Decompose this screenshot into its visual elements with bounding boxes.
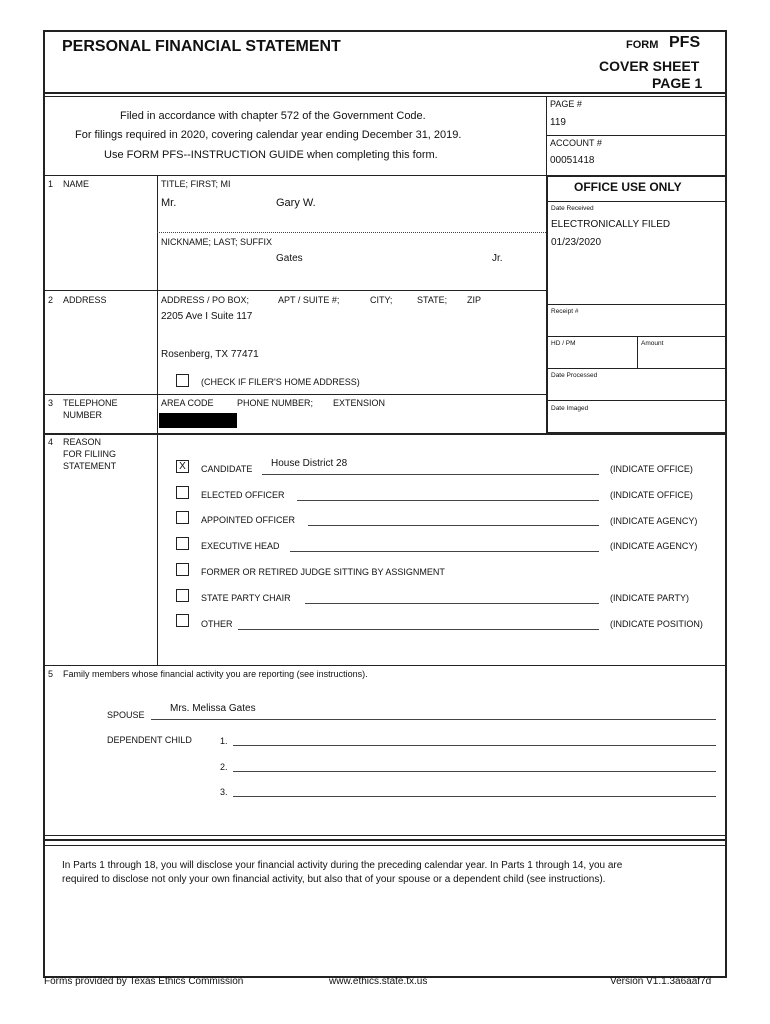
footer-provider: Forms provided by Texas Ethics Commission (44, 976, 244, 987)
elected-officer-label: ELECTED OFFICER (201, 490, 285, 500)
appointed-officer-checkbox[interactable] (176, 511, 189, 524)
candidate-checkbox[interactable]: X (176, 460, 189, 473)
family-section-number: 5 (48, 669, 54, 679)
divider (43, 835, 727, 836)
reason-section-label: REASON (63, 437, 102, 447)
divider (43, 394, 546, 395)
appointed-officer-line (308, 525, 599, 526)
name-first: Gary W. (276, 197, 316, 209)
child-1-number: 1. (220, 736, 228, 746)
divider (43, 96, 727, 97)
divider (43, 433, 727, 435)
address-line-1: 2205 Ave I Suite 117 (161, 311, 253, 322)
state-party-chair-label: STATE PARTY CHAIR (201, 593, 291, 603)
divider (546, 135, 727, 136)
divider (546, 368, 727, 369)
reason-section-label-2: FOR FILIING (63, 449, 117, 459)
form-code: PFS (669, 34, 701, 51)
filing-status: ELECTRONICALLY FILED (551, 219, 671, 230)
name-title: Mr. (161, 197, 177, 209)
intro-line-2: For filings required in 2020, covering calendar year ending December 31, 2019. (75, 129, 462, 141)
child-1-line (233, 745, 716, 746)
intro-line-1: Filed in accordance with chapter 572 of the Government Code. (120, 110, 426, 122)
elected-officer-hint: (INDICATE OFFICE) (610, 490, 693, 500)
home-address-checkbox[interactable] (176, 374, 189, 387)
state-party-chair-checkbox[interactable] (176, 589, 189, 602)
telephone-section-number: 3 (48, 398, 54, 408)
area-code-label: AREA CODE (161, 398, 214, 408)
state-party-chair-hint: (INDICATE PARTY) (610, 593, 690, 603)
divider (43, 290, 546, 291)
divider (546, 304, 727, 305)
address-col-address: ADDRESS / PO BOX; (161, 295, 250, 305)
telephone-section-label: TELEPHONE (63, 398, 118, 408)
child-3-line (233, 796, 716, 797)
page-label: PAGE 1 (652, 75, 703, 91)
address-col-state: STATE; (417, 295, 448, 305)
executive-head-line (290, 551, 599, 552)
name-last: Gates (276, 253, 303, 264)
page-number-value: 119 (550, 117, 566, 128)
executive-head-hint: (INDICATE AGENCY) (610, 541, 698, 551)
divider (546, 400, 727, 401)
page-number-label: PAGE # (550, 99, 582, 109)
address-section-label: ADDRESS (63, 295, 107, 305)
spouse-label: SPOUSE (107, 710, 145, 720)
candidate-line (262, 474, 599, 475)
divider (546, 96, 547, 176)
divider (43, 839, 727, 841)
reason-section-number: 4 (48, 437, 54, 447)
elected-officer-checkbox[interactable] (176, 486, 189, 499)
form-title: PERSONAL FINANCIAL STATEMENT (62, 38, 341, 55)
other-checkbox[interactable] (176, 614, 189, 627)
elected-officer-line (297, 500, 599, 501)
office-use-title: OFFICE USE ONLY (574, 180, 682, 194)
nickname-last-suffix-label: NICKNAME; LAST; SUFFIX (161, 237, 273, 247)
extension-label: EXTENSION (333, 398, 386, 408)
other-line (238, 629, 599, 630)
account-value: 00051418 (550, 155, 595, 166)
divider (546, 201, 727, 202)
account-label: ACCOUNT # (550, 138, 602, 148)
spouse-line (151, 719, 716, 720)
name-section-label: NAME (63, 179, 90, 189)
intro-line-3: Use FORM PFS--INSTRUCTION GUIDE when completing this form. (104, 149, 438, 161)
divider (43, 665, 727, 666)
address-section-number: 2 (48, 295, 54, 305)
notice-line-1: In Parts 1 through 18, you will disclose your financial activity during the preceding calendar year. In Parts 1 through 14, you are (62, 860, 623, 871)
candidate-label: CANDIDATE (201, 464, 253, 474)
redacted-phone-number (159, 413, 237, 428)
divider (43, 845, 727, 846)
state-party-chair-line (305, 603, 599, 604)
name-section-number: 1 (48, 179, 54, 189)
family-section-label: Family members whose financial activity you are reporting (see instructions). (63, 669, 368, 679)
cover-sheet-label: COVER SHEET (599, 58, 700, 74)
home-address-check-label: (CHECK IF FILER'S HOME ADDRESS) (201, 377, 360, 387)
former-judge-checkbox[interactable] (176, 563, 189, 576)
other-label: OTHER (201, 619, 233, 629)
other-hint: (INDICATE POSITION) (610, 619, 703, 629)
phone-number-label: PHONE NUMBER; (237, 398, 314, 408)
former-judge-label: FORMER OR RETIRED JUDGE SITTING BY ASSIGNMENT (201, 567, 445, 577)
candidate-hint: (INDICATE OFFICE) (610, 464, 693, 474)
filing-date: 01/23/2020 (551, 237, 602, 248)
reason-section-label-3: STATEMENT (63, 461, 117, 471)
receipt-label: Receipt # (551, 308, 579, 315)
footer-website[interactable]: www.ethics.state.tx.us (329, 976, 428, 987)
address-col-city: CITY; (370, 295, 393, 305)
hdpm-label: HD / PM (551, 340, 576, 347)
name-suffix: Jr. (492, 253, 503, 264)
address-col-zip: ZIP (467, 295, 482, 305)
executive-head-checkbox[interactable] (176, 537, 189, 550)
title-first-mi-label: TITLE; FIRST; MI (161, 179, 231, 189)
appointed-officer-label: APPOINTED OFFICER (201, 515, 296, 525)
child-3-number: 3. (220, 787, 228, 797)
form-prefix: FORM (626, 39, 659, 51)
divider (43, 92, 727, 94)
date-processed-label: Date Processed (551, 372, 598, 379)
notice-line-2: required to disclose not only your own financial activity, but also that of your spouse or a dependent child (see instructions). (62, 874, 606, 885)
date-imaged-label: Date Imaged (551, 405, 589, 412)
address-col-suite: APT / SUITE #; (278, 295, 340, 305)
amount-label: Amount (641, 340, 664, 347)
divider (157, 232, 546, 233)
address-line-2: Rosenberg, TX 77471 (161, 349, 259, 360)
footer-version: Version V1.1.3a6aaf7d (610, 976, 712, 987)
date-received-label: Date Received (551, 205, 594, 212)
child-2-number: 2. (220, 762, 228, 772)
executive-head-label: EXECUTIVE HEAD (201, 541, 280, 551)
child-2-line (233, 771, 716, 772)
telephone-section-label-2: NUMBER (63, 410, 103, 420)
candidate-office-value: House District 28 (271, 458, 348, 469)
appointed-officer-hint: (INDICATE AGENCY) (610, 516, 698, 526)
divider (157, 175, 158, 665)
dependent-child-label: DEPENDENT CHILD (107, 735, 192, 745)
divider (637, 336, 638, 368)
spouse-value: Mrs. Melissa Gates (170, 703, 256, 714)
